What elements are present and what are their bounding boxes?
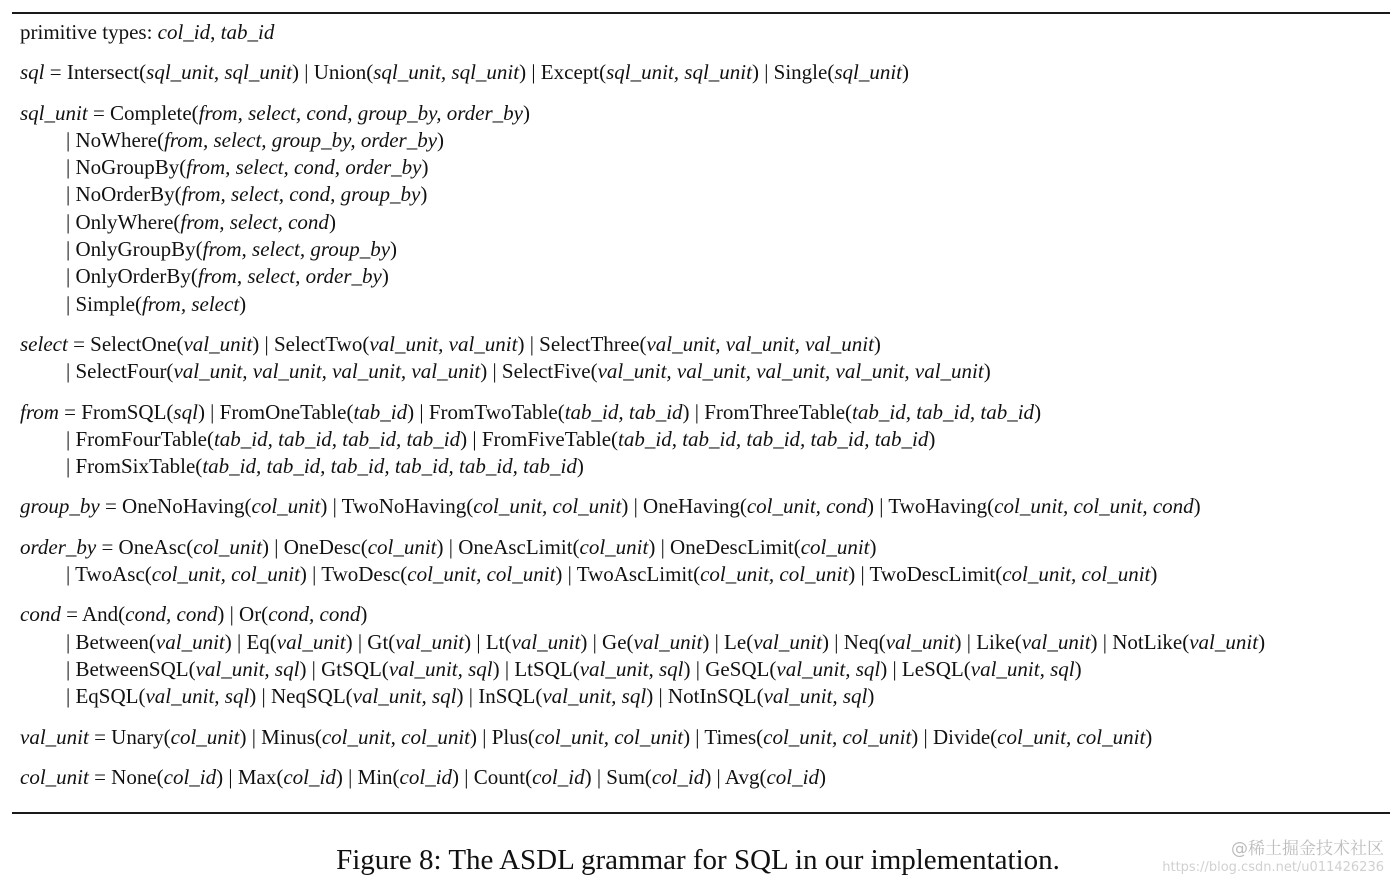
watermark <box>1162 838 1384 876</box>
grammar-text: ) <box>522 100 530 125</box>
grammar-rule-line <box>20 724 1390 751</box>
grammar-text: ) | Le( <box>702 629 754 654</box>
grammar-term: cond, cond <box>268 602 361 627</box>
grammar-text: ) <box>576 454 584 479</box>
grammar-text: | Between( <box>66 629 156 654</box>
grammar-text: ) | LtSQL( <box>492 656 580 681</box>
grammar-term: sql <box>173 399 198 424</box>
grammar-term: tab_id, tab_id, tab_id <box>852 399 1035 424</box>
grammar-text: | NoGroupBy( <box>66 155 187 180</box>
grammar-term: val_unit <box>1189 629 1259 654</box>
grammar-text: = And( <box>60 602 126 627</box>
grammar-text: ) | Eq( <box>224 629 277 654</box>
grammar-term: col_unit, col_unit <box>700 562 849 587</box>
grammar-text: ) | Plus( <box>470 724 535 749</box>
grammar-term: tab_id, tab_id, tab_id, tab_id, tab_id, tab_id <box>202 454 577 479</box>
grammar-text: ) | FromOneTable( <box>197 399 354 424</box>
grammar-term: col_id <box>157 20 211 44</box>
grammar-term: from, select, cond <box>180 209 329 234</box>
grammar-rule <box>20 601 1390 710</box>
grammar-term: val_unit, val_unit, val_unit <box>646 331 874 356</box>
grammar-text: ) | InSQL( <box>456 684 543 709</box>
grammar-text: primitive types: <box>20 20 158 44</box>
grammar-continuation-line <box>20 453 1390 480</box>
grammar-rule <box>20 331 1390 386</box>
grammar-text: ) | Neq( <box>822 629 886 654</box>
grammar-text: ) | TwoHaving( <box>867 494 995 519</box>
grammar-term: tab_id, tab_id, tab_id, tab_id, tab_id <box>618 426 929 451</box>
grammar-term: cond, cond <box>125 602 218 627</box>
grammar-rule-line <box>20 601 1390 628</box>
grammar-rule <box>20 493 1390 520</box>
grammar-rule <box>20 399 1390 481</box>
grammar-text: ) | OneHaving( <box>621 494 747 519</box>
grammar-term: val_unit <box>155 629 225 654</box>
grammar-term: val_unit, sql <box>763 684 868 709</box>
watermark-brand: @稀土掘金技术社区 <box>1231 839 1384 859</box>
grammar-text: = None( <box>88 764 164 789</box>
grammar-text: , <box>213 60 225 85</box>
grammar-term: col_unit <box>251 494 321 519</box>
grammar-term: val_unit, val_unit, val_unit, val_unit, val_unit <box>597 359 984 384</box>
grammar-rule-line <box>20 331 1390 358</box>
grammar-text: ) | OneAscLimit( <box>436 534 580 559</box>
grammar-continuation-line <box>20 209 1390 236</box>
grammar-rule <box>20 764 1390 791</box>
grammar-term: val_unit, sql <box>579 656 684 681</box>
grammar-term: val_unit, sql <box>776 656 881 681</box>
grammar-text: ) <box>867 684 875 709</box>
grammar-term: select <box>20 331 68 356</box>
grammar-rule <box>20 59 1390 86</box>
grammar-text: = Unary( <box>88 724 171 749</box>
grammar-continuation-line <box>20 683 1390 710</box>
grammar-term: col_id <box>766 764 819 789</box>
grammar-text: ) | OneDescLimit( <box>648 534 801 559</box>
grammar-term: col_id <box>283 764 336 789</box>
grammar-term: val_unit <box>183 331 253 356</box>
grammar-text: ) | LeSQL( <box>880 656 971 681</box>
grammar-text: ) | TwoDesc( <box>299 562 408 587</box>
grammar-text: = SelectOne( <box>67 331 184 356</box>
grammar-text: ) | Sum( <box>584 764 652 789</box>
grammar-text: ) | Max( <box>216 764 284 789</box>
grammar-term: col_unit <box>20 764 89 789</box>
grammar-text: = Intersect( <box>44 60 147 85</box>
grammar-text: = FromSQL( <box>58 399 174 424</box>
grammar-term: from <box>20 399 59 424</box>
grammar-text: ) | FromFiveTable( <box>460 426 619 451</box>
grammar-text: ) | SelectTwo( <box>252 331 370 356</box>
grammar-term: sql_unit <box>224 60 293 85</box>
grammar-term: col_unit <box>170 724 240 749</box>
grammar-continuation-line <box>20 358 1390 385</box>
grammar-continuation-line <box>20 656 1390 683</box>
grammar-term: val_unit, sql <box>195 656 300 681</box>
grammar-term: col_id <box>651 764 705 789</box>
bottom-rule <box>12 812 1390 814</box>
grammar-continuation-line <box>20 561 1390 588</box>
grammar-text: ) <box>928 426 936 451</box>
grammar-term: from, select, group_by <box>202 237 391 262</box>
grammar-text: ) <box>1145 724 1153 749</box>
grammar-text: ) | Lt( <box>464 629 512 654</box>
grammar-term: tab_id, tab_id <box>564 399 683 424</box>
grammar-text: ) | Or( <box>217 602 269 627</box>
grammar-term: val_unit <box>1021 629 1091 654</box>
grammar-term: tab_id, tab_id, tab_id, tab_id <box>213 426 461 451</box>
grammar-text: ) <box>381 264 389 289</box>
grammar-term: col_unit, col_unit <box>407 562 556 587</box>
grammar-text: ) | GtSQL( <box>299 656 389 681</box>
grammar-text: | SelectFour( <box>66 359 174 384</box>
grammar-term: val_unit <box>511 629 581 654</box>
grammar-term: col_unit, col_unit <box>763 724 912 749</box>
grammar-text: ) <box>437 127 445 152</box>
grammar-text: ) | FromThreeTable( <box>682 399 853 424</box>
grammar-continuation-line <box>20 291 1390 318</box>
grammar-text: ) | Union( <box>292 60 374 85</box>
grammar-term: val_unit <box>753 629 823 654</box>
grammar-text: ) | FromTwoTable( <box>407 399 565 424</box>
grammar-term: col_unit, col_unit <box>473 494 622 519</box>
grammar-term: col_unit, col_unit, cond <box>994 494 1194 519</box>
grammar-text: ) | Min( <box>335 764 400 789</box>
grammar-text: | BetweenSQL( <box>66 656 196 681</box>
grammar-text: ) | SelectThree( <box>517 331 647 356</box>
grammar-text: | OnlyOrderBy( <box>66 264 198 289</box>
grammar-term: val_unit <box>20 724 89 749</box>
grammar-text: | NoWhere( <box>66 127 165 152</box>
grammar-text: ) | OneDesc( <box>262 534 368 559</box>
grammar-term: val_unit, sql <box>388 656 493 681</box>
grammar-text: ) <box>818 764 826 789</box>
grammar-term: cond <box>20 602 61 627</box>
grammar-term: val_unit, sql <box>542 684 647 709</box>
figure-caption: Figure 8: The ASDL grammar for SQL in our implementation. <box>336 844 1060 876</box>
grammar-continuation-line <box>20 629 1390 656</box>
grammar-text: ) | Minus( <box>239 724 322 749</box>
grammar-rule-line <box>20 59 1390 86</box>
grammar-text: = OneAsc( <box>96 534 194 559</box>
grammar-rule <box>20 19 1390 46</box>
grammar-text: ) <box>360 602 368 627</box>
grammar-rule-line <box>20 493 1390 520</box>
grammar-text: ) | NotInSQL( <box>646 684 764 709</box>
grammar-term: from, select, cond, group_by <box>181 182 421 207</box>
grammar-text: ) <box>869 534 877 559</box>
grammar-term: tab_id <box>220 20 275 44</box>
grammar-term: from, select, group_by, order_by <box>164 127 438 152</box>
grammar-continuation-line <box>20 263 1390 290</box>
grammar-term: val_unit, val_unit <box>369 331 518 356</box>
grammar-text: ) | NotLike( <box>1090 629 1190 654</box>
grammar-term: group_by <box>20 494 100 519</box>
grammar-continuation-line <box>20 426 1390 453</box>
grammar-term: val_unit <box>885 629 955 654</box>
grammar-term: col_unit <box>579 534 649 559</box>
grammar-term: val_unit <box>633 629 703 654</box>
grammar-text: ) | Times( <box>683 724 764 749</box>
grammar-rule-line <box>20 100 1390 127</box>
grammar-rule-line <box>20 534 1390 561</box>
grammar-text: ) <box>1150 562 1158 587</box>
grammar-text: ) <box>902 60 909 85</box>
grammar-text: ) | NeqSQL( <box>249 684 353 709</box>
grammar-text: | NoOrderBy( <box>66 182 182 207</box>
grammar-continuation-line <box>20 127 1390 154</box>
grammar-text: ) <box>239 291 247 316</box>
grammar-text: ) <box>1193 494 1201 519</box>
grammar-rule <box>20 100 1390 318</box>
grammar-term: tab_id <box>353 399 408 424</box>
grammar-continuation-line <box>20 236 1390 263</box>
grammar-text: ) | TwoNoHaving( <box>320 494 474 519</box>
grammar-text: ) | SelectFive( <box>480 359 598 384</box>
grammar-text: ) <box>873 331 881 356</box>
grammar-term: sql <box>20 60 45 85</box>
grammar-text: | Simple( <box>66 291 142 316</box>
grammar-term: val_unit, sql <box>970 656 1075 681</box>
grammar-text: ) | Like( <box>954 629 1022 654</box>
grammar-text: ) | Ge( <box>580 629 634 654</box>
grammar-term: sql_unit <box>20 100 88 125</box>
grammar-rule <box>20 534 1390 589</box>
grammar-term: col_unit <box>800 534 870 559</box>
grammar-term: sql_unit, sql_unit <box>373 60 520 85</box>
grammar-text: | TwoAsc( <box>66 562 152 587</box>
grammar-text: ) <box>421 155 429 180</box>
asdl-grammar-box <box>20 19 1390 804</box>
top-rule <box>12 12 1390 14</box>
grammar-text: ) <box>328 209 336 234</box>
watermark-url: https://blog.csdn.net/u011426236 <box>1162 860 1384 875</box>
grammar-text: ) | GeSQL( <box>683 656 777 681</box>
grammar-text: ) | Count( <box>452 764 533 789</box>
grammar-term: col_unit, col_unit <box>1002 562 1151 587</box>
grammar-term: col_unit, cond <box>746 494 867 519</box>
grammar-term: val_unit <box>395 629 465 654</box>
grammar-term: order_by <box>20 534 97 559</box>
grammar-term: col_id <box>532 764 585 789</box>
grammar-text: ) | TwoAscLimit( <box>555 562 701 587</box>
grammar-term: col_id <box>399 764 453 789</box>
grammar-text: ) | Gt( <box>345 629 396 654</box>
grammar-rule-line <box>20 764 1390 791</box>
grammar-rule <box>20 724 1390 751</box>
grammar-text: ) <box>420 182 428 207</box>
grammar-term: col_unit <box>193 534 263 559</box>
grammar-text: | FromSixTable( <box>66 454 203 479</box>
grammar-term: sql_unit <box>146 60 214 85</box>
grammar-term: val_unit, sql <box>352 684 457 709</box>
grammar-text: ) | Divide( <box>911 724 998 749</box>
grammar-term: col_unit, col_unit <box>534 724 684 749</box>
grammar-rule-line <box>20 19 1390 46</box>
grammar-text: ) <box>983 359 991 384</box>
grammar-text: , <box>210 20 221 44</box>
grammar-term: val_unit, sql <box>145 684 250 709</box>
grammar-term: val_unit, val_unit, val_unit, val_unit <box>173 359 481 384</box>
grammar-term: from, select <box>141 291 240 316</box>
grammar-term: val_unit <box>276 629 346 654</box>
grammar-continuation-line <box>20 181 1390 208</box>
grammar-text: = OneNoHaving( <box>99 494 252 519</box>
grammar-term: col_id <box>163 764 217 789</box>
grammar-term: col_unit <box>367 534 437 559</box>
grammar-text: = Complete( <box>87 100 199 125</box>
grammar-term: col_unit, col_unit <box>997 724 1146 749</box>
grammar-rule-line <box>20 399 1390 426</box>
grammar-text: ) <box>1074 656 1082 681</box>
grammar-text: ) <box>1258 629 1266 654</box>
grammar-text: | OnlyGroupBy( <box>66 237 203 262</box>
grammar-text: | OnlyWhere( <box>66 209 181 234</box>
grammar-term: col_unit, col_unit <box>321 724 471 749</box>
grammar-text: ) | Avg( <box>704 764 767 789</box>
grammar-continuation-line <box>20 154 1390 181</box>
grammar-term: sql_unit <box>834 60 902 85</box>
grammar-term: col_unit, col_unit <box>151 562 300 587</box>
grammar-text: ) | TwoDescLimit( <box>848 562 1003 587</box>
grammar-term: sql_unit, sql_unit <box>606 60 752 85</box>
grammar-term: from, select, cond, order_by <box>186 155 422 180</box>
grammar-text: ) | Except( <box>519 60 607 85</box>
grammar-text: | EqSQL( <box>66 684 146 709</box>
grammar-text: ) <box>1034 399 1042 424</box>
grammar-term: from, select, cond, group_by, order_by <box>198 100 523 125</box>
grammar-text: ) <box>390 237 398 262</box>
grammar-text: ) | Single( <box>751 60 835 85</box>
grammar-term: from, select, order_by <box>197 264 382 289</box>
grammar-text: | FromFourTable( <box>66 426 214 451</box>
